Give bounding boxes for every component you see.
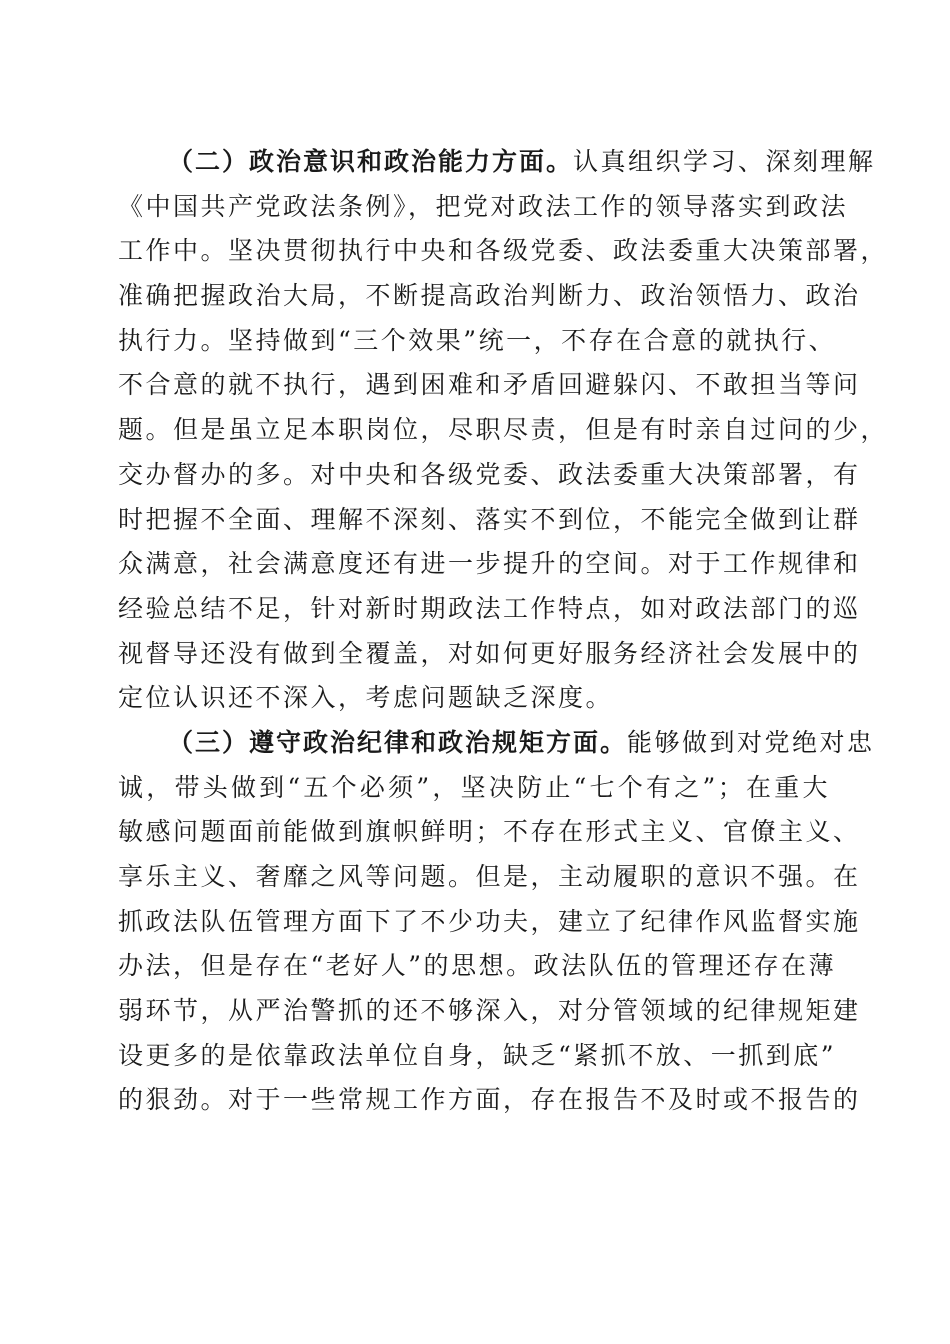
- body-line: 抓政法队伍管理方面下了不少功夫，建立了纪律作风监督实施: [118, 906, 861, 936]
- body-line: 经验总结不足，针对新时期政法工作特点，如对政法部门的巡: [118, 593, 861, 623]
- body-line: 弱环节，从严治警抓的还不够深入，对分管领域的纪律规矩建: [118, 996, 861, 1026]
- section-3-first-line: [118, 721, 875, 766]
- body-line: 执行力。坚持做到“三个效果”统一，不存在合意的就执行、: [118, 325, 837, 355]
- body-line: 的狠劲。对于一些常规工作方面，存在报告不及时或不报告的: [118, 1085, 861, 1115]
- body-line: 享乐主义、奢靡之风等问题。但是，主动履职的意识不强。在: [118, 862, 861, 891]
- body-line: 不合意的就不执行，遇到困难和矛盾回避躲闪、不敢担当等问: [118, 370, 861, 400]
- section-2-heading: （二）政治意识和政治能力方面。: [168, 147, 574, 176]
- body-line: 视督导还没有做到全覆盖，对如何更好服务经济社会发展中的: [118, 638, 861, 668]
- body-line: 交办督办的多。对中央和各级党委、政法委重大决策部署，有: [118, 459, 861, 489]
- body-line: 诚，带头做到“五个必须”，坚决防止“七个有之”；在重大: [118, 772, 830, 802]
- body-line: 众满意，社会满意度还有进一步提升的空间。对于工作规律和: [118, 549, 861, 579]
- section-3-text: 能够做到对党绝对忠: [627, 727, 875, 757]
- body-line: 时把握不全面、理解不深刻、落实不到位，不能完全做到让群: [118, 504, 861, 534]
- body-line: 《中国共产党政法条例》，把党对政法工作的领导落实到政法: [118, 191, 849, 221]
- section-2-text: 认真组织学习、深刻理解: [573, 147, 876, 176]
- body-line: 题。但是虽立足本职岗位，尽职尽责，但是有时亲自过问的少，: [118, 415, 889, 445]
- body-line: 工作中。坚决贯彻执行中央和各级党委、政法委重大决策部署，: [118, 236, 889, 266]
- body-line: 办法，但是存在“老好人”的思想。政法队伍的管理还存在薄: [118, 951, 837, 981]
- body-line: 敏感问题面前能做到旗帜鲜明；不存在形式主义、官僚主义、: [118, 817, 861, 847]
- body-line: 设更多的是依靠政法单位自身，缺乏“紧抓不放、一抓到底”: [118, 1040, 837, 1070]
- document-body: [118, 140, 889, 1123]
- body-line-last: 定位认识还不深入，考虑问题缺乏深度。: [118, 683, 614, 713]
- section-2-first-line: [118, 140, 876, 185]
- section-3-heading: （三）遵守政治纪律和政治规矩方面。: [168, 727, 628, 757]
- body-line: 准确把握政治大局，不断提高政治判断力、政治领悟力、政治: [118, 281, 861, 311]
